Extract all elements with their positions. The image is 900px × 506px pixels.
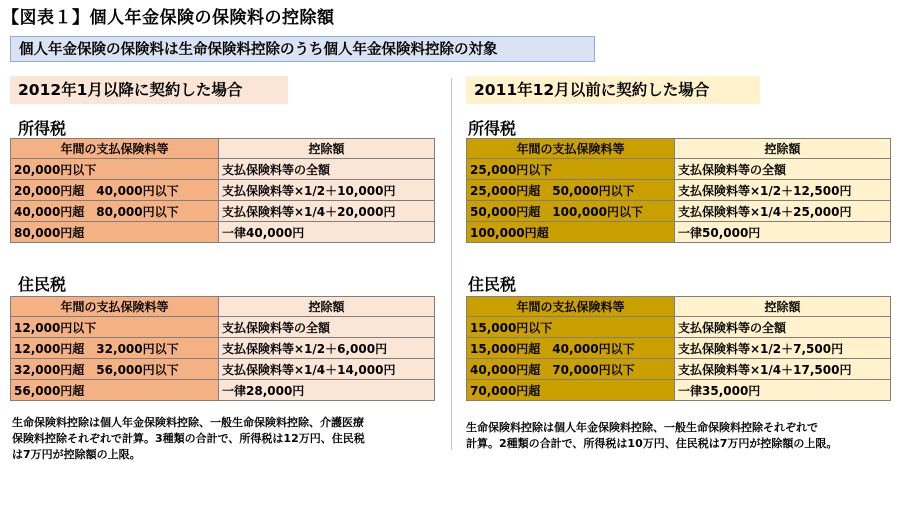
premium-cell: 25,000円以下 <box>467 159 675 180</box>
table-row <box>467 338 891 359</box>
table-row <box>11 359 435 380</box>
header-deduction: 控除額 <box>675 297 891 317</box>
premium-cell: 12,000円超 32,000円以下 <box>11 338 219 359</box>
footnote-line: 計算。2種類の合計で、所得税は10万円、住民税は7万円が控除額の上限。 <box>466 437 838 450</box>
table-header-row <box>467 297 891 317</box>
premium-cell: 100,000円超 <box>467 222 675 243</box>
right-footnote <box>466 420 896 452</box>
deduction-cell: 支払保険料等×1/2＋7,500円 <box>675 338 891 359</box>
table-row <box>11 180 435 201</box>
figure-title: 【図表１】個人年金保険の保険料の控除額 <box>2 8 335 28</box>
table-row <box>11 317 435 338</box>
table-row <box>467 359 891 380</box>
table-row <box>11 222 435 243</box>
column-divider <box>451 78 452 450</box>
footnote-line: 生命保険料控除は個人年金保険料控除、一般生命保険料控除それぞれで <box>466 421 818 434</box>
footnote-line: 生命保険料控除は個人年金保険料控除、一般生命保険料控除、介護医療 <box>12 416 364 429</box>
deduction-cell: 一律35,000円 <box>675 380 891 401</box>
table-row <box>467 317 891 338</box>
right-income-tax-label: 所得税 <box>468 119 517 138</box>
left-footnote <box>12 415 442 463</box>
footnote-line: は7万円が控除額の上限。 <box>12 448 141 461</box>
premium-cell: 20,000円超 40,000円以下 <box>11 180 219 201</box>
deduction-cell: 支払保険料等×1/2＋12,500円 <box>675 180 891 201</box>
header-premium: 年間の支払保険料等 <box>467 297 675 317</box>
premium-cell: 50,000円超 100,000円以下 <box>467 201 675 222</box>
left-income-tax-table <box>10 138 435 243</box>
premium-cell: 70,000円超 <box>467 380 675 401</box>
premium-cell: 15,000円以下 <box>467 317 675 338</box>
header-deduction: 控除額 <box>675 139 891 159</box>
table-row <box>467 222 891 243</box>
premium-cell: 56,000円超 <box>11 380 219 401</box>
premium-cell: 80,000円超 <box>11 222 219 243</box>
premium-cell: 12,000円以下 <box>11 317 219 338</box>
deduction-cell: 支払保険料等×1/2＋10,000円 <box>219 180 435 201</box>
deduction-cell: 一律40,000円 <box>219 222 435 243</box>
right-resident-tax-label: 住民税 <box>468 275 517 294</box>
deduction-cell: 支払保険料等の全額 <box>219 317 435 338</box>
table-header-row <box>467 139 891 159</box>
deduction-cell: 支払保険料等×1/4＋17,500円 <box>675 359 891 380</box>
table-row <box>11 338 435 359</box>
left-resident-tax-label: 住民税 <box>18 275 67 294</box>
deduction-cell: 支払保険料等×1/4＋14,000円 <box>219 359 435 380</box>
table-header-row <box>11 297 435 317</box>
right-income-tax-table <box>466 138 891 243</box>
premium-cell: 32,000円超 56,000円以下 <box>11 359 219 380</box>
table-row <box>467 159 891 180</box>
deduction-cell: 支払保険料等の全額 <box>219 159 435 180</box>
table-row <box>467 201 891 222</box>
table-row <box>11 380 435 401</box>
header-premium: 年間の支払保険料等 <box>467 139 675 159</box>
right-resident-tax-table <box>466 296 891 401</box>
header-deduction: 控除額 <box>219 139 435 159</box>
left-resident-tax-table <box>10 296 435 401</box>
deduction-cell: 支払保険料等×1/4＋25,000円 <box>675 201 891 222</box>
table-row <box>467 380 891 401</box>
table-row <box>11 201 435 222</box>
deduction-cell: 支払保険料等の全額 <box>675 159 891 180</box>
premium-cell: 40,000円超 70,000円以下 <box>467 359 675 380</box>
deduction-cell: 一律28,000円 <box>219 380 435 401</box>
right-section-heading: 2011年12月以前に契約した場合 <box>466 76 760 104</box>
deduction-cell: 支払保険料等×1/4＋20,000円 <box>219 201 435 222</box>
deduction-cell: 支払保険料等×1/2＋6,000円 <box>219 338 435 359</box>
left-section-heading: 2012年1月以降に契約した場合 <box>10 76 288 104</box>
premium-cell: 15,000円超 40,000円以下 <box>467 338 675 359</box>
header-premium: 年間の支払保険料等 <box>11 139 219 159</box>
footnote-line: 保険料控除それぞれで計算。3種類の合計で、所得税は12万円、住民税 <box>12 432 365 445</box>
table-row <box>467 180 891 201</box>
table-row <box>11 159 435 180</box>
premium-cell: 25,000円超 50,000円以下 <box>467 180 675 201</box>
deduction-cell: 支払保険料等の全額 <box>675 317 891 338</box>
premium-cell: 40,000円超 80,000円以下 <box>11 201 219 222</box>
left-income-tax-label: 所得税 <box>18 119 67 138</box>
table-header-row <box>11 139 435 159</box>
premium-cell: 20,000円以下 <box>11 159 219 180</box>
header-premium: 年間の支払保険料等 <box>11 297 219 317</box>
deduction-cell: 一律50,000円 <box>675 222 891 243</box>
header-deduction: 控除額 <box>219 297 435 317</box>
subtitle-banner: 個人年金保険の保険料は生命保険料控除のうち個人年金保険料控除の対象 <box>10 36 595 62</box>
